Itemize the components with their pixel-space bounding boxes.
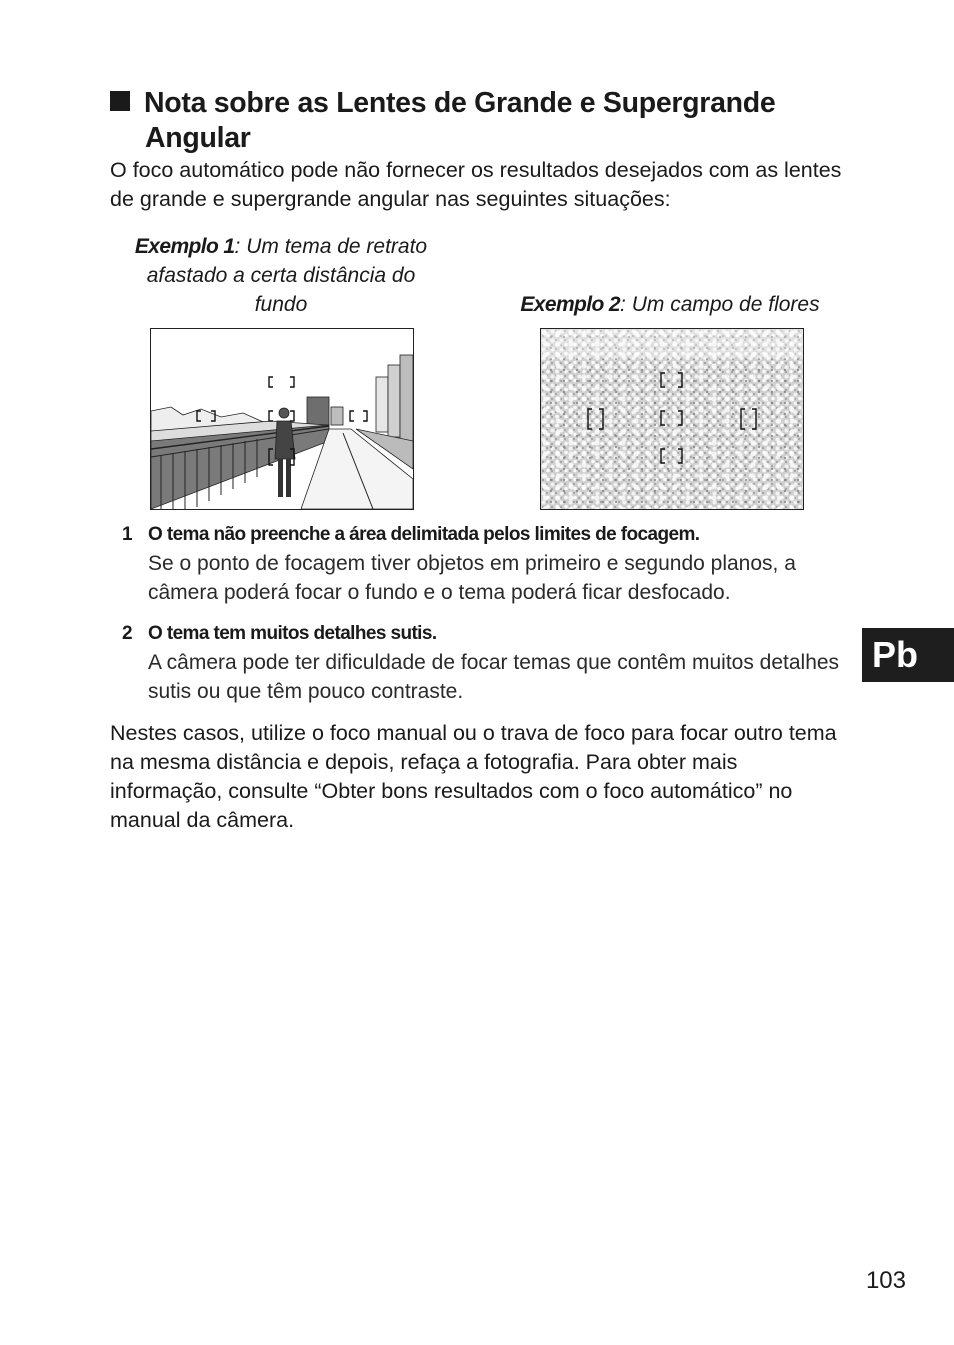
page-number: 103 [865,1267,906,1294]
item-title: O tema tem muitos detalhes sutis. [148,623,437,644]
list-item [122,619,852,706]
item-title: O tema não preenche a área delimitada pelos limites de focagem. [148,524,700,545]
item-number: 2 [122,623,133,644]
heading-line-2: Angular [145,122,251,154]
example-1-illustration [150,328,414,510]
language-tab: Pb [862,628,954,682]
item-description: A câmera pode ter dificuldade de focar temas que contêm muitos detalhes sutis ou que têm pouco contraste. [148,651,840,703]
intro-paragraph: O foco automático pode não fornecer os resultados desejados com as lentes de grande e supergrande angular nas seguintes situações: [110,158,842,211]
item-number: 1 [122,524,133,545]
example-2-illustration [540,328,804,510]
example-1-label: Exemplo 1 [134,235,235,258]
closing-paragraph: Nestes casos, utilize o foco manual ou o trava de foco para focar outro tema na mesma distância e depois, refaça a fotografia. Para obter mais informação, consulte “Obter bons resultados com o foco automático” no manual da câmera. [110,721,837,832]
example-2-caption [505,290,835,319]
section-heading [110,86,840,156]
heading-square-icon [110,91,130,111]
item-description: Se o ponto de focagem tiver objetos em primeiro e segundo planos, a câmera poderá focar o fundo e o tema poderá ficar desfocado. [148,552,796,604]
list-item [122,520,852,607]
heading-line-1: Nota sobre as Lentes de Grande e Supergrande [144,87,776,119]
example-2-label: Exemplo 2 [520,293,621,316]
example-1-text: : Um tema de retrato afastado a certa distância do fundo [146,235,428,316]
example-1-caption [120,232,442,319]
example-2-text: : Um campo de flores [620,293,820,316]
